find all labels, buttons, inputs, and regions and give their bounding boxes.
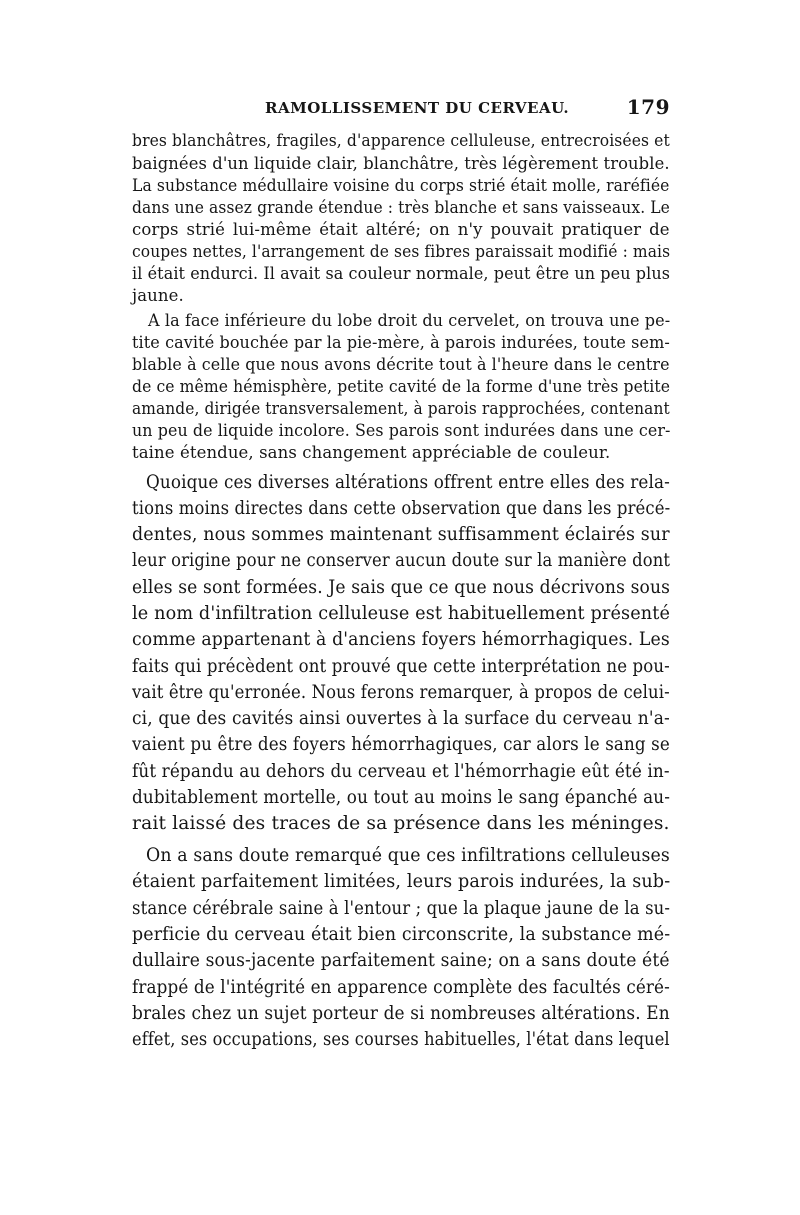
- text-line: A la face inférieure du lobe droit du cervelet, on trouva une pe-: [148, 311, 671, 330]
- text-line: rait laissé des traces de sa présence dans les méninges.: [132, 812, 670, 834]
- text-line: La substance médullaire voisine du corps strié était molle, raréfiée: [132, 176, 670, 195]
- text-line: dentes, nous sommes maintenant suffisamment éclairés sur: [132, 523, 670, 545]
- text-line: fût répandu au dehors du cerveau et l'hémorrhagie eût été in-: [132, 760, 670, 782]
- text-line: comme appartenant à d'anciens foyers hémorrhagiques. Les: [132, 628, 670, 650]
- text-line: baignées d'un liquide clair, blanchâtre, très légèrement trouble.: [132, 154, 670, 173]
- text-line: tions moins directes dans cette observation que dans les précé-: [132, 497, 671, 519]
- text-line: il était endurci. Il avait sa couleur normale, peut être un peu plus: [132, 264, 671, 283]
- text-line: brales chez un sujet porteur de si nombreuses altérations. En: [132, 1002, 670, 1024]
- running-title: RAMOLLISSEMENT DU CERVEAU.: [265, 99, 570, 117]
- text-line: On a sans doute remarqué que ces infiltrations celluleuses: [146, 844, 670, 866]
- text-line: frappé de l'intégrité en apparence complète des facultés céré-: [132, 976, 670, 998]
- text-line: le nom d'infiltration celluleuse est habituellement présenté: [132, 602, 671, 624]
- text-line: elles se sont formées. Je sais que ce que nous décrivons sous: [132, 576, 671, 598]
- text-line: vaient pu être des foyers hémorrhagiques, car alors le sang se: [132, 733, 670, 755]
- text-line: perficie du cerveau était bien circonscrite, la substance mé-: [132, 923, 671, 945]
- text-line: tite cavité bouchée par la pie-mère, à parois indurées, toute sem-: [132, 333, 670, 352]
- running-header: [132, 95, 670, 123]
- text-line: faits qui précèdent ont prouvé que cette interprétation ne pou-: [132, 655, 670, 677]
- text-line: leur origine pour ne conserver aucun doute sur la manière dont: [132, 549, 671, 571]
- text-line: de ce même hémisphère, petite cavité de la forme d'une très petite: [132, 377, 671, 396]
- text-line: Quoique ces diverses altérations offrent entre elles des rela-: [146, 471, 670, 493]
- text-line: taine étendue, sans changement appréciable de couleur.: [132, 443, 611, 462]
- text-line: coupes nettes, l'arrangement de ses fibres paraissait modifié : mais: [132, 242, 671, 261]
- text-line: dullaire sous-jacente parfaitement saine; on a sans doute été: [132, 949, 670, 971]
- text-line: dans une assez grande étendue : très blanche et sans vaisseaux. Le: [132, 198, 670, 217]
- text-line: un peu de liquide incolore. Ses parois sont indurées dans une cer-: [132, 421, 671, 440]
- text-line: vait être qu'erronée. Nous ferons remarquer, à propos de celui-: [132, 681, 670, 703]
- text-line: effet, ses occupations, ses courses habituelles, l'état dans lequel: [132, 1028, 670, 1050]
- text-line: amande, dirigée transversalement, à parois rapprochées, contenant: [132, 399, 670, 418]
- text-line: jaune.: [132, 286, 184, 305]
- text-line: ci, que des cavités ainsi ouvertes à la surface du cerveau n'a-: [132, 707, 670, 729]
- page-number: 179: [626, 95, 670, 119]
- text-line: bres blanchâtres, fragiles, d'apparence celluleuse, entrecroisées et: [132, 131, 670, 150]
- text-line: dubitablement mortelle, ou tout au moins le sang épanché au-: [132, 786, 671, 808]
- text-line: étaient parfaitement limitées, leurs parois indurées, la sub-: [132, 870, 671, 892]
- text-line: blable à celle que nous avons décrite tout à l'heure dans le centre: [132, 355, 670, 374]
- text-line: stance cérébrale saine à l'entour ; que la plaque jaune de la su-: [132, 897, 671, 919]
- text-line: corps strié lui-même était altéré; on n'y pouvait pratiquer de: [132, 220, 670, 239]
